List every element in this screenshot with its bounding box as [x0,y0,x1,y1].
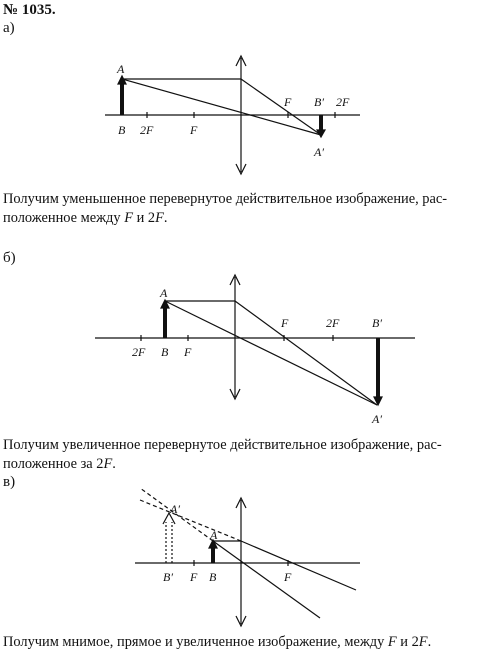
label-2f-right: 2F [336,95,350,109]
part-b-label: б) [3,250,16,266]
part-c-text-f2: F [418,634,428,650]
label-2f-left: 2F [140,123,154,137]
label-object: A [210,528,218,542]
label-image-base: B′ [163,570,173,584]
diagram-c [135,488,360,626]
label-f-right: F [284,95,292,109]
label-image-base: B′ [314,95,324,109]
label-image: A′ [372,412,382,426]
part-a-text-prefix: положенное между [3,210,125,226]
label-image: A′ [314,145,324,159]
part-c-label: в) [3,474,16,490]
part-a-label: а) [3,20,15,36]
part-c-text-suffix: . [427,634,432,650]
part-b-text-suffix: . [112,456,116,472]
ray-refracted [241,79,321,135]
ray-refracted [235,301,377,405]
ray-extension-parallel [140,500,241,541]
label-2f-left: 2F [132,345,146,359]
label-object-base: B [209,570,217,584]
ray-center [165,301,377,405]
label-object-base: B [118,123,126,137]
label-object-base: B [161,345,169,359]
part-b-text-line2 [3,455,116,474]
part-c-text-f1: F [387,634,397,650]
diagram-a [105,56,360,174]
part-a-text-line2 [3,209,167,228]
label-image-base: B′ [372,316,382,330]
label-f-right: F [281,316,289,330]
part-c-text-line1 [3,633,431,652]
part-a-text-f1: F [124,210,133,226]
part-b-text-f1: F [103,456,113,472]
ray-center [213,541,320,618]
part-a-text-mid: и 2 [132,210,156,226]
part-b-text-line1: Получим увеличенное перевернутое действительное изображение, рас- [3,437,442,453]
label-f-right: F [284,570,292,584]
label-f-left: F [190,123,198,137]
label-image: A′ [170,502,180,516]
label-f-left: F [184,345,192,359]
label-object: A [117,62,125,76]
diagram-b [95,275,415,426]
label-object: A [160,286,168,300]
part-a-text-f2: F [155,210,164,226]
label-f-left: F [190,570,198,584]
label-2f-right: 2F [326,316,340,330]
problem-number: № 1035. [3,2,56,18]
part-c-text-prefix: Получим мнимое, прямое и увеличенное изображение, между [3,634,388,650]
ray-refracted [241,541,356,590]
part-a-text-suffix: . [163,210,168,226]
part-a-text-line1: Получим уменьшенное перевернутое действительное изображение, рас- [3,191,448,207]
part-c-text-mid: и 2 [396,634,419,650]
part-b-text-prefix: положенное за 2 [3,456,104,472]
